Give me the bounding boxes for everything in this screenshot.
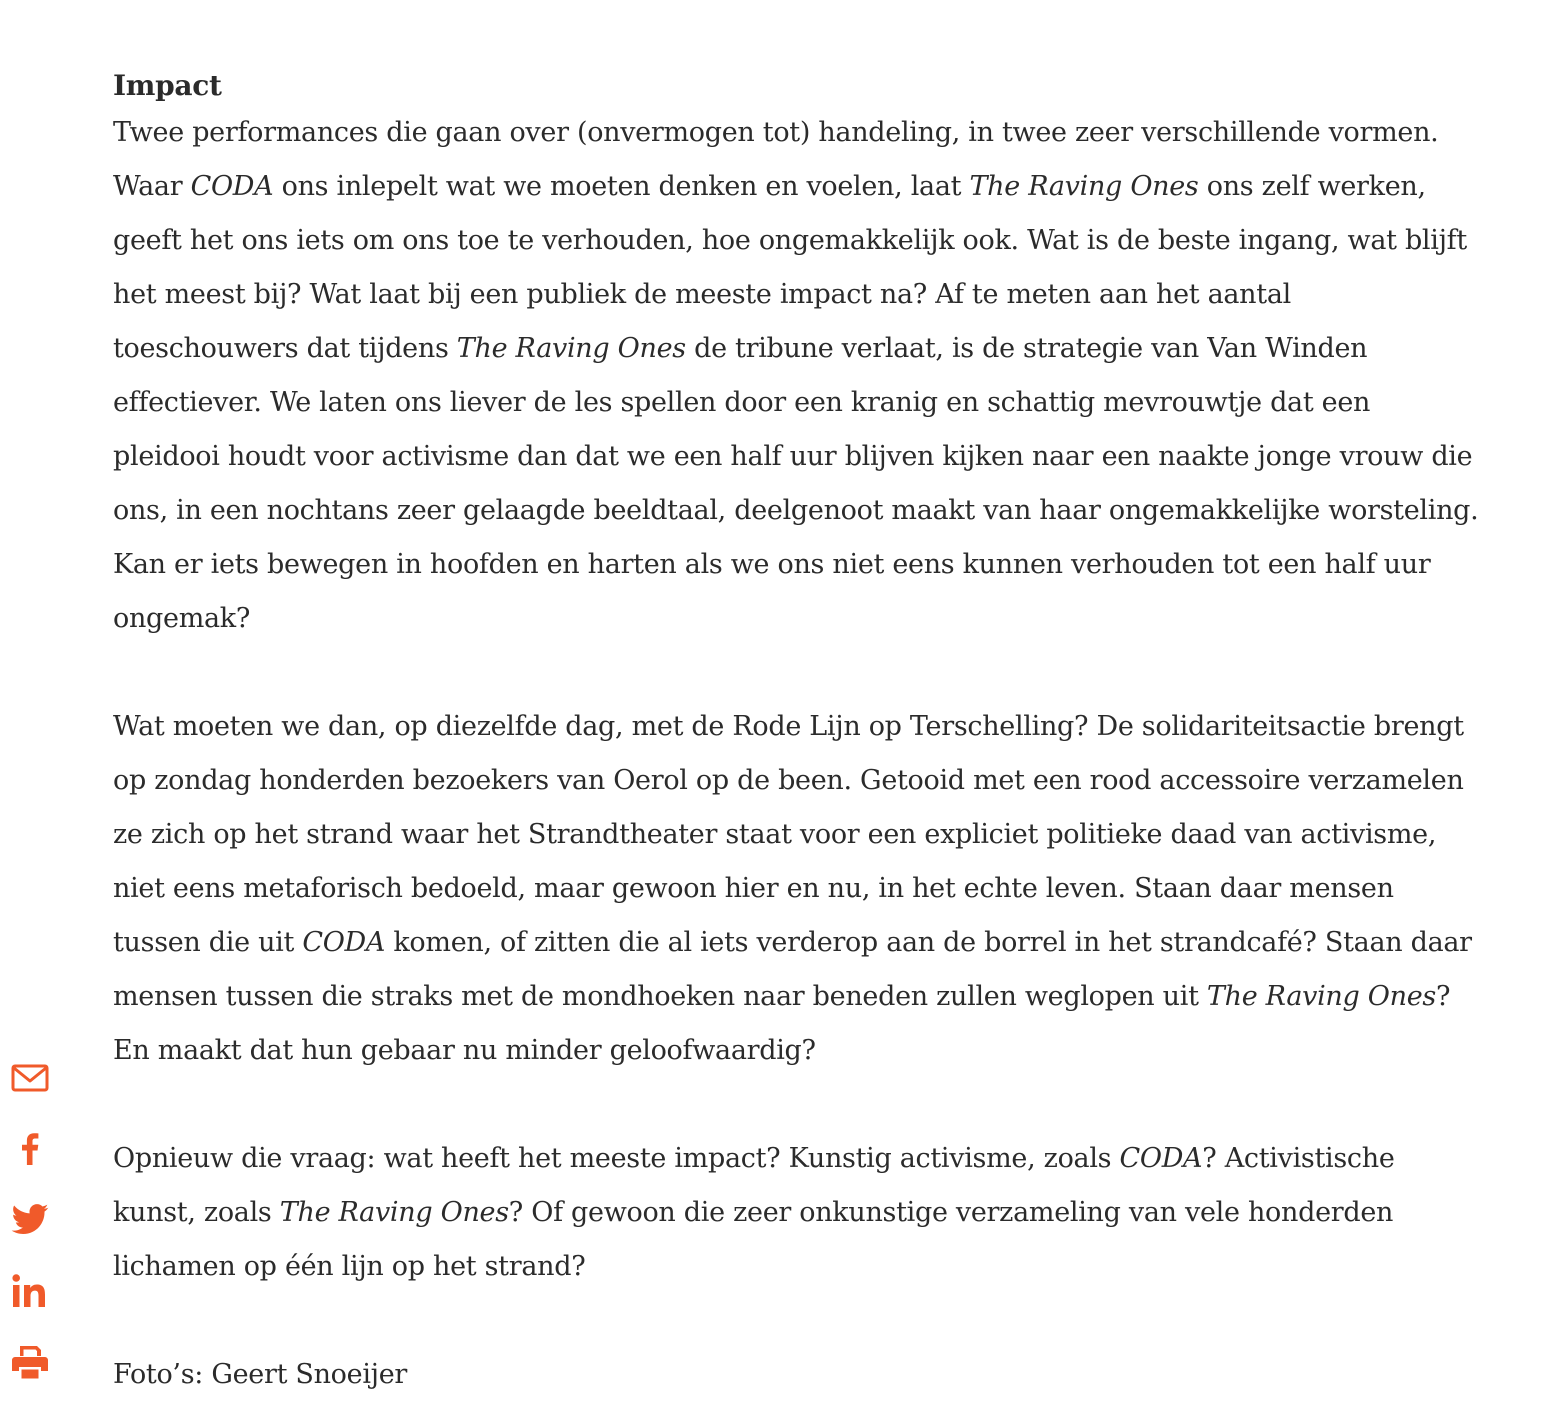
linkedin-icon xyxy=(10,1271,50,1311)
envelope-icon xyxy=(10,1058,50,1098)
text-run: Twee performances die gaan over (onvermogen tot) handeling, in twee zeer verschillende vormen. Waar xyxy=(113,117,1439,202)
text-run: Opnieuw die vraag: wat heeft het meeste impact? Kunstig activisme, zoals xyxy=(113,1143,1120,1174)
article-paragraph-1 xyxy=(113,106,1483,646)
article-paragraph-2 xyxy=(113,700,1483,1078)
print-icon xyxy=(10,1342,50,1382)
text-run: ? Of gewoon die zeer onkunstige verzameling van vele honderden lichamen op één lijn op het strand? xyxy=(113,1197,1394,1282)
italic-title: CODA xyxy=(190,171,274,202)
text-run: ? En maakt dat hun gebaar nu minder geloofwaardig? xyxy=(113,981,1451,1066)
italic-title: The Raving Ones xyxy=(456,333,686,364)
print-button[interactable] xyxy=(10,1342,50,1382)
facebook-icon xyxy=(10,1129,50,1169)
text-run: Wat moeten we dan, op diezelfde dag, met de Rode Lijn op Terschelling? De solidariteitsactie brengt op zondag honderden bezoekers van Oerol op de been. Getooid met een rood accessoire verzamelen ze zich op het strand waar het Strandtheater staat voor een expliciet politieke daad van activisme, niet eens metaforisch bedoeld, maar gewoon hier en nu, in het echte leven. Staan daar mensen tussen die uit xyxy=(113,711,1464,958)
share-bar xyxy=(10,1058,50,1413)
share-email-button[interactable] xyxy=(10,1058,50,1098)
text-run: ons inlepelt wat we moeten denken en voelen, laat xyxy=(273,171,970,202)
photo-credit: Foto’s: Geert Snoeijer xyxy=(113,1359,408,1390)
italic-title: The Raving Ones xyxy=(969,171,1199,202)
twitter-icon xyxy=(10,1200,50,1240)
article-paragraph-3 xyxy=(113,1132,1483,1294)
italic-title: CODA xyxy=(302,927,386,958)
article-body xyxy=(113,66,1483,1402)
section-heading: Impact xyxy=(113,69,222,102)
text-run: komen, of zitten die al iets verderop aan de borrel in het strandcafé? Staan daar mensen tussen die straks met de mondhoeken naar beneden zullen weglopen uit xyxy=(113,927,1472,1012)
italic-title: CODA xyxy=(1119,1143,1203,1174)
text-run: ons zelf werken, geeft het ons iets om ons toe te verhouden, hoe ongemakkelijk ook. Wat is de beste ingang, wat blijft het meest bij? Wat laat bij een publiek de meeste impact na? Af te meten aan het aantal toeschouwers dat tijdens xyxy=(113,171,1467,364)
italic-title: The Raving Ones xyxy=(1206,981,1436,1012)
text-run: ? Activistische kunst, zoals xyxy=(113,1143,1395,1228)
italic-title: The Raving Ones xyxy=(279,1197,509,1228)
text-run: de tribune verlaat, is de strategie van Van Winden effectiever. We laten ons liever de les spellen door een kranig en schattig mevrouwtje dat een pleidooi houdt voor activisme dan dat we een half uur blijven kijken naar een naakte jonge vrouw die ons, in een nochtans zeer gelaagde beeldtaal, deelgenoot maakt van haar ongemakkelijke worsteling. Kan er iets bewegen in hoofden en harten als we ons niet eens kunnen verhouden tot een half uur ongemak? xyxy=(113,333,1479,634)
share-facebook-button[interactable] xyxy=(10,1129,50,1169)
share-twitter-button[interactable] xyxy=(10,1200,50,1240)
share-linkedin-button[interactable] xyxy=(10,1271,50,1311)
